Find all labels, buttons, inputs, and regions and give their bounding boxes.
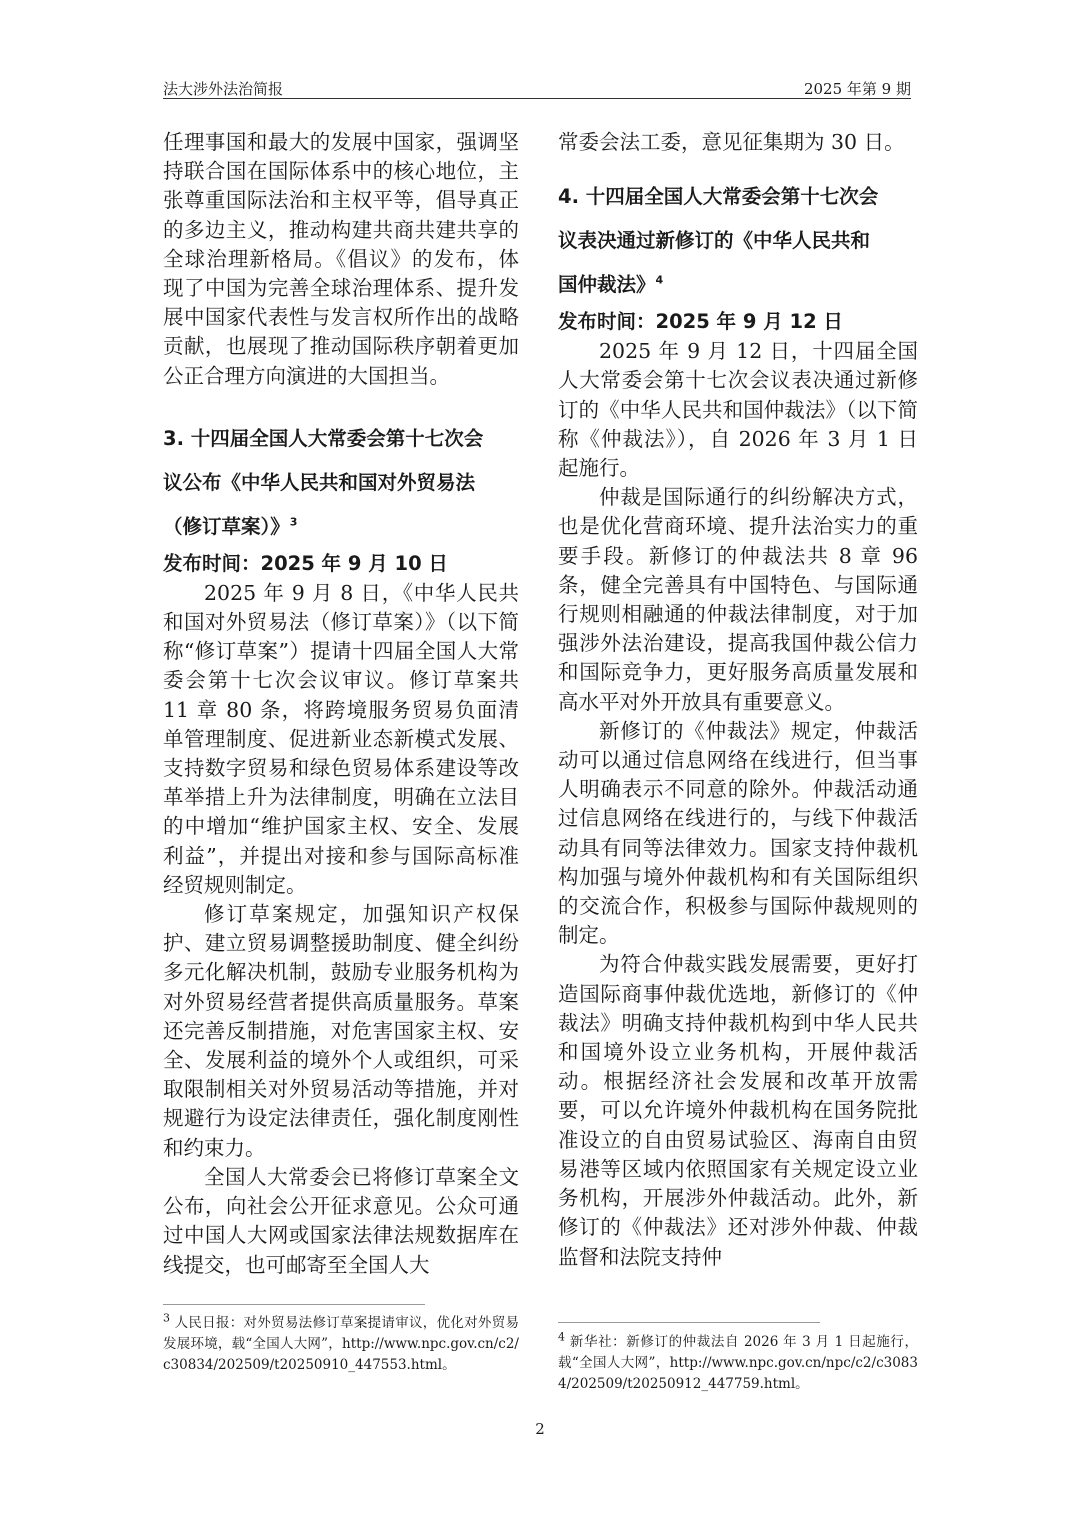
section-4-paragraph-1: 2025 年 9 月 12 日，十四届全国人大常委会第十七次会议表决通过新修订的《中华人民共和国仲裁法》（以下简称《仲裁法》），自 2026 年 3 月 1 日起施行。 [558, 339, 918, 481]
section-3-title [163, 417, 519, 549]
publication-title: 法大涉外法治简报 [163, 80, 284, 98]
issue-number: 2025 年第 9 期 [803, 80, 911, 98]
section-4-title-line-3: 国仲裁法》 [558, 273, 656, 297]
footnote-ref-3[interactable]: 3 [289, 515, 298, 529]
continued-paragraph: 常委会法工委，意见征集期为 30 日。 [558, 130, 905, 154]
right-column [558, 128, 918, 1272]
section-4-date: 发布时间：2025 年 9 月 12 日 [558, 310, 843, 334]
footnote-ref-4[interactable]: 4 [655, 273, 664, 287]
section-4-title-line-1: 4. 十四届全国人大常委会第十七次会 [558, 185, 879, 209]
footnote-divider-right [558, 1322, 820, 1323]
page-header [163, 78, 911, 99]
left-column [163, 128, 519, 1280]
section-4-title-line-2: 议表决通过新修订的《中华人民共和 [558, 229, 871, 253]
page-number: 2 [535, 1420, 545, 1438]
section-4-title [558, 175, 918, 307]
footnote-4-text: 新华社：新修订的仲裁法自 2026 年 3 月 1 日起施行，载“全国人大网”，http://www.npc.gov.cn/npc/c2/c30834/202509/t20250912_447759.html。 [558, 1334, 918, 1392]
footnote-4-number: 4 [558, 1330, 565, 1344]
footnote-3 [163, 1313, 519, 1376]
footnote-divider-left [163, 1304, 425, 1305]
section-3-paragraph-3: 全国人大常委会已将修订草案全文公布，向社会公开征求意见。公众可通过中国人大网或国家法律法规数据库在线提交，也可邮寄至全国人大 [163, 1164, 519, 1277]
section-3-date: 发布时间：2025 年 9 月 10 日 [163, 551, 448, 575]
section-3-paragraph-1: 2025 年 9 月 8 日，《中华人民共和国对外贸易法（修订草案）》（以下简称“修订草案”）提请十四届全国人大常委会第十七次会议审议。修订草案共 11 章 80 条，将跨境服务贸易负面清单管理制度、促进新业态新模式发展、支持数字贸易和绿色贸易体系建设等改革举措上升为法律制度，明确在立法目的中增加“维护国家主权、安全、发展利益”，并提出对接和参与国际高标准经贸规则制定。 [163, 580, 519, 897]
intro-paragraph: 任理事国和最大的发展中国家，强调坚持联合国在国际体系中的核心地位，主张尊重国际法治和主权平等，倡导真正的多边主义，推动构建共商共建共享的全球治理新格局。《倡议》的发布，体现了中国为完善全球治理体系、提升发展中国家代表性与发言权所作出的战略贡献，也展现了推动国际秩序朝着更加公正合理方向演进的大国担当。 [163, 130, 519, 388]
footnote-4 [558, 1332, 918, 1395]
section-3-paragraph-2: 修订草案规定，加强知识产权保护、建立贸易调整援助制度、健全纠纷多元化解决机制，鼓励专业服务机构为对外贸易经营者提供高质量服务。草案还完善反制措施，对危害国家主权、安全、发展利益的境外个人或组织，可采取限制相关对外贸易活动等措施，并对规避行为设定法律责任，强化制度刚性和约束力。 [163, 902, 519, 1160]
footnote-3-text: 人民日报：对外贸易法修订草案提请审议，优化对外贸易发展环境，载“全国人大网”，http://www.npc.gov.cn/c2/c30834/202509/t20250910_447553.html。 [163, 1315, 519, 1373]
section-3-title-line-2: 议公布《中华人民共和国对外贸易法 [163, 470, 476, 494]
footnote-3-number: 3 [163, 1311, 170, 1325]
section-3-title-line-3: （修订草案）》 [163, 514, 290, 538]
section-4-paragraph-4: 为符合仲裁实践发展需要，更好打造国际商事仲裁优选地，新修订的《仲裁法》明确支持仲裁机构到中华人民共和国境外设立业务机构，开展仲裁活动。根据经济社会发展和改革开放需要，可以允许境外仲裁机构在国务院批准设立的自由贸易试验区、海南自由贸易港等区域内依照国家有关规定设立业务机构，开展涉外仲裁活动。此外，新修订的《仲裁法》还对涉外仲裁、仲裁监督和法院支持仲 [558, 952, 918, 1269]
section-3-title-line-1: 3. 十四届全国人大常委会第十七次会 [163, 426, 484, 450]
section-4-paragraph-3: 新修订的《仲裁法》规定，仲裁活动可以通过信息网络在线进行，但当事人明确表示不同意的除外。仲裁活动通过信息网络在线进行的，与线下仲裁活动具有同等法律效力。国家支持仲裁机构加强与境外仲裁机构和有关国际组织的交流合作，积极参与国际仲裁规则的制定。 [558, 718, 918, 948]
section-4-paragraph-2: 仲裁是国际通行的纠纷解决方式，也是优化营商环境、提升法治实力的重要手段。新修订的仲裁法共 8 章 96 条，健全完善具有中国特色、与国际通行规则相融通的仲裁法律制度，对于加强涉外法治建设，提高我国仲裁公信力和国际竞争力，更好服务高质量发展和高水平对外开放具有重要意义。 [558, 485, 918, 714]
